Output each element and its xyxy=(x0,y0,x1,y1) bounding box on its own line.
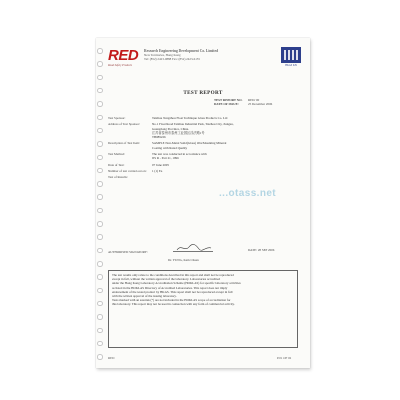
company-logo xyxy=(108,48,140,66)
logo-wordmark: RED xyxy=(108,47,139,64)
disclaimer-line: endorsement of the tested product by HKAS. This report shall not be reproduced except in full xyxy=(112,289,233,294)
report-no-value: RED/ 00 xyxy=(248,98,260,102)
field-row xyxy=(108,141,303,149)
date-value: 28 SEP 2006 xyxy=(257,248,275,252)
field-row xyxy=(108,152,303,160)
report-title: TEST REPORT xyxy=(183,90,223,96)
document-page xyxy=(96,38,310,368)
field-label: Date of Test: xyxy=(108,162,125,167)
field-row xyxy=(108,122,303,139)
field-line: The test was conducted in accordance with xyxy=(152,151,207,156)
signature-date xyxy=(248,248,274,252)
field-row xyxy=(108,169,303,173)
field-label: Test Sponsor: xyxy=(108,116,126,120)
footer-left: RED xyxy=(108,356,115,360)
field-value xyxy=(152,141,302,149)
disclaimer-line: this laboratory. This report may not be used in connection with any form of commercial activity. xyxy=(112,302,235,307)
date-label: DATE: xyxy=(248,248,258,252)
field-row xyxy=(108,116,303,120)
field-value xyxy=(152,169,302,173)
contact-line: Tel: (852) 2423-0888 Fax: (852) 2423-6155 xyxy=(144,57,200,62)
field-value xyxy=(152,152,302,160)
field-value xyxy=(152,175,302,179)
field-label: Test of Results: xyxy=(108,175,128,180)
disclaimer-line: The test results only relate to the conditions described in this report and shall not be reproduced xyxy=(112,273,234,277)
disclaimer-line: as listed in the HOKLAS Directory of Accredited Laboratories. This report does not imply xyxy=(112,285,228,290)
field-line: Taizhou Tongzhou Float Technique Glass Products Co. Ltd xyxy=(152,116,228,120)
issue-date-value: 25 December 2006 xyxy=(248,102,273,107)
field-line: 07 June 2005 xyxy=(152,162,169,167)
field-line: SAMPLE Non-Metal Solid(Glass) Obs/Mounting Mineral xyxy=(152,141,227,146)
report-info xyxy=(214,98,300,106)
field-label: Address of Test Sponsor: xyxy=(108,122,141,127)
address-line: New Territories, Hong Kong xyxy=(144,53,181,58)
accreditation-mark-icon xyxy=(281,47,301,63)
signature-line xyxy=(173,251,213,252)
field-label: Description of Test Item: xyxy=(108,141,140,146)
accreditation-caption: HKAS 029 xyxy=(285,64,297,67)
field-line: 1 (1) Ea xyxy=(152,168,163,173)
field-line: Coating with Rated Quality xyxy=(152,145,188,150)
field-value xyxy=(152,163,302,167)
signature-block xyxy=(108,248,303,262)
field-label: Test Method: xyxy=(108,151,125,156)
logo-tagline: Road Safety Products xyxy=(108,64,133,67)
disclaimer-box xyxy=(108,270,298,348)
page-number: P.01 OF 02 xyxy=(277,356,292,360)
disclaimer-line: under the Hong Kong Laboratory Accreditation Scheme (HOKLAS) for specific laboratory activities xyxy=(112,281,241,286)
report-no-label: TEST REPORT NO. xyxy=(214,98,243,102)
company-name: Research Engineering Development Co. Limited xyxy=(144,49,219,53)
disclaimer-line: except in full, without the written approval of the laboratory. Laboratories accredited xyxy=(112,277,221,282)
field-row xyxy=(108,163,303,167)
field-line: 江苏省泰州市泰州工业园区浮法路1号 xyxy=(152,130,205,135)
watermark: ...otass.net xyxy=(219,188,277,199)
field-value xyxy=(152,122,302,139)
disclaimer-line: with the written approval of the issuing laboratory. xyxy=(112,294,177,299)
field-line: JIS R - Part 21, 1996 xyxy=(152,156,179,161)
field-line: No.1 Float Road Taizhou Industrial Park, Taizhou City, Jiangsu, xyxy=(152,122,234,127)
field-line: Guangdong Province, China. xyxy=(152,126,190,131)
signatory-name: Dr. YUNG, Kam Chuen xyxy=(168,258,199,262)
field-line: TB089226 xyxy=(152,135,166,139)
field-value xyxy=(152,116,302,120)
field-label: Number of test carried out on: xyxy=(108,168,147,173)
letterhead xyxy=(144,49,269,62)
field-row xyxy=(108,175,303,179)
signatory-label: AUTHORISED SIGNATORY: xyxy=(108,250,148,254)
issue-date-label: DATE OF ISSUE: xyxy=(214,102,239,107)
report-fields xyxy=(108,116,303,182)
accreditation-logo xyxy=(281,47,301,69)
disclaimer-line: Tests marked with an asterisk (*) are not included in the HOKLAS scope of accreditation for xyxy=(112,298,231,303)
